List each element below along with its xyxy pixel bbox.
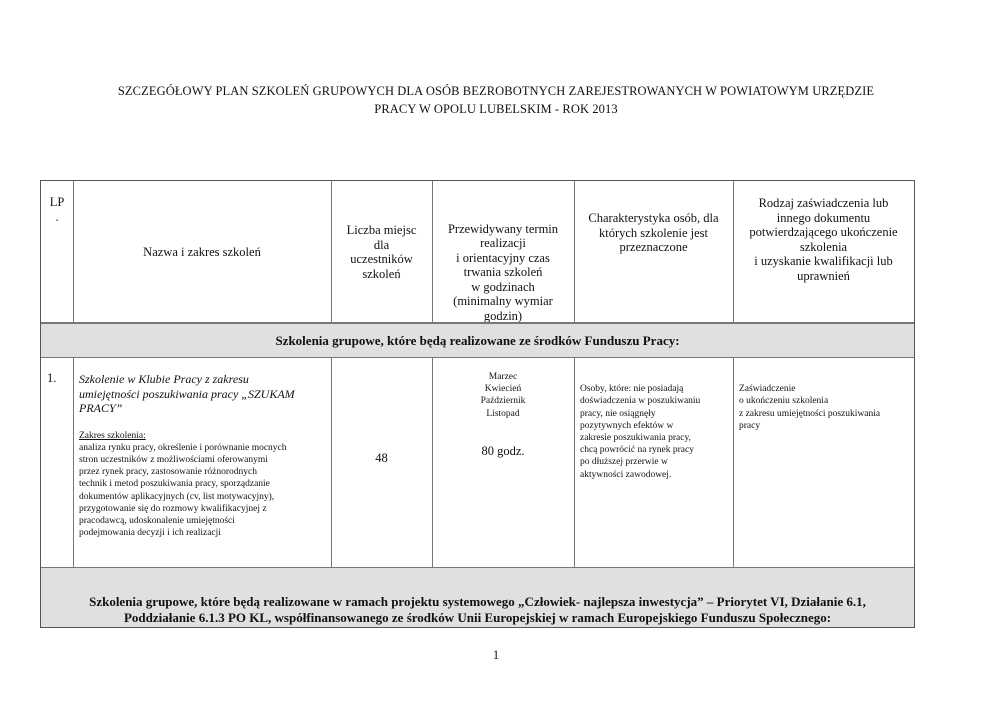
row1-certificate-text: Zaświadczenie o ukończeniu szkolenia z zakresu umiejętności poszukiwania pracy — [739, 384, 881, 431]
header-lp-text: LP . — [49, 195, 65, 224]
section-heading-fp — [41, 324, 914, 357]
header-certificate-text: Rodzaj zaświadczenia lub innego dokumentu potwierdzającego ukończenie szkolenia i uzyskanie kwalifikacji lub uprawnień — [749, 196, 898, 283]
row1-scope-text: analiza rynku pracy, określenie i porównanie mocnych stron uczestników z możliwościami oferowanymi przez rynek pracy, zastosowanie różnorodnych technik i metod poszukiwania pracy, sporządzanie dokumentów aplikacyjnych (cv, list motywacyjny), przygotowanie się do rozmowy kwalifikacyjnej z pracodawcą, udoskonalenie umiejętności podejmowania decyzji i ich realizacji — [79, 442, 287, 539]
row1-places-text: 48 — [375, 451, 388, 465]
row1-training-title: Szkolenie w Klubie Pracy z zakresu umiejętności poszukiwania pracy „SZUKAM PRACY” — [79, 372, 295, 415]
header-places — [331, 181, 432, 323]
section-heading-fp-text: Szkolenia grupowe, które będą realizowane ze środków Funduszu Pracy: — [275, 332, 680, 348]
section-heading-efs-text: Szkolenia grupowe, które będą realizowane w ramach projektu systemowego „Człowiek- najlepsza inwestycja” – Priorytet VI, Działanie 6.1, Poddziałanie 6.1.3 PO KL, współfinansowanego ze środków Unii Europejskiej w ramach Europejskiego Funduszu Społecznego: — [89, 594, 866, 625]
row1-term — [432, 371, 574, 459]
row1-places — [331, 451, 432, 466]
header-term-text: Przewidywany termin realizacji i orientacyjny czas trwania szkoleń w godzinach (minimalny wymiar godzin) — [447, 221, 559, 323]
row1-scope-label: Zakres szkolenia: — [79, 430, 146, 441]
row1-lp-text: 1. — [47, 371, 57, 385]
row1-target-group — [574, 371, 733, 481]
header-lp — [41, 181, 73, 323]
header-training-name — [73, 181, 331, 323]
page-number: 1 — [492, 648, 500, 662]
row1-target-group-text: Osoby, które: nie posiadają doświadczenia w poszukiwaniu pracy, nie osiągnęły pozytywnych efektów w zakresie poszukiwania pracy, chcą powrócić na rynek pracy po dłuższej przerwie w aktywności zawodowej. — [580, 384, 701, 480]
header-target-group-text: Charakterystyka osób, dla których szkolenie jest przeznaczone — [588, 211, 719, 254]
header-target-group — [574, 181, 733, 323]
training-plan-table — [40, 180, 915, 628]
row1-training-name — [73, 372, 331, 539]
document-title-line1: SZCZEGÓŁOWY PLAN SZKOLEŃ GRUPOWYCH DLA OSÓB BEZROBOTNYCH ZAREJESTROWANYCH W POWIATOWYM URZĘDZIE — [117, 84, 875, 98]
header-term — [432, 181, 574, 323]
row1-certificate — [733, 371, 914, 432]
section-heading-efs — [41, 568, 914, 627]
header-training-name-text: Nazwa i zakres szkoleń — [143, 244, 261, 259]
header-places-text: Liczba miejsc dla uczestników szkoleń — [346, 223, 417, 281]
row1-months: Marzec Kwiecień Październik Listopad — [480, 372, 526, 419]
document-title — [70, 82, 922, 118]
row1-hours: 80 godz. — [481, 443, 525, 458]
document-title-line2: PRACY W OPOLU LUBELSKIM - ROK 2013 — [374, 102, 618, 116]
row1-lp — [41, 371, 73, 386]
header-certificate — [733, 181, 914, 323]
row-divider — [41, 357, 914, 359]
